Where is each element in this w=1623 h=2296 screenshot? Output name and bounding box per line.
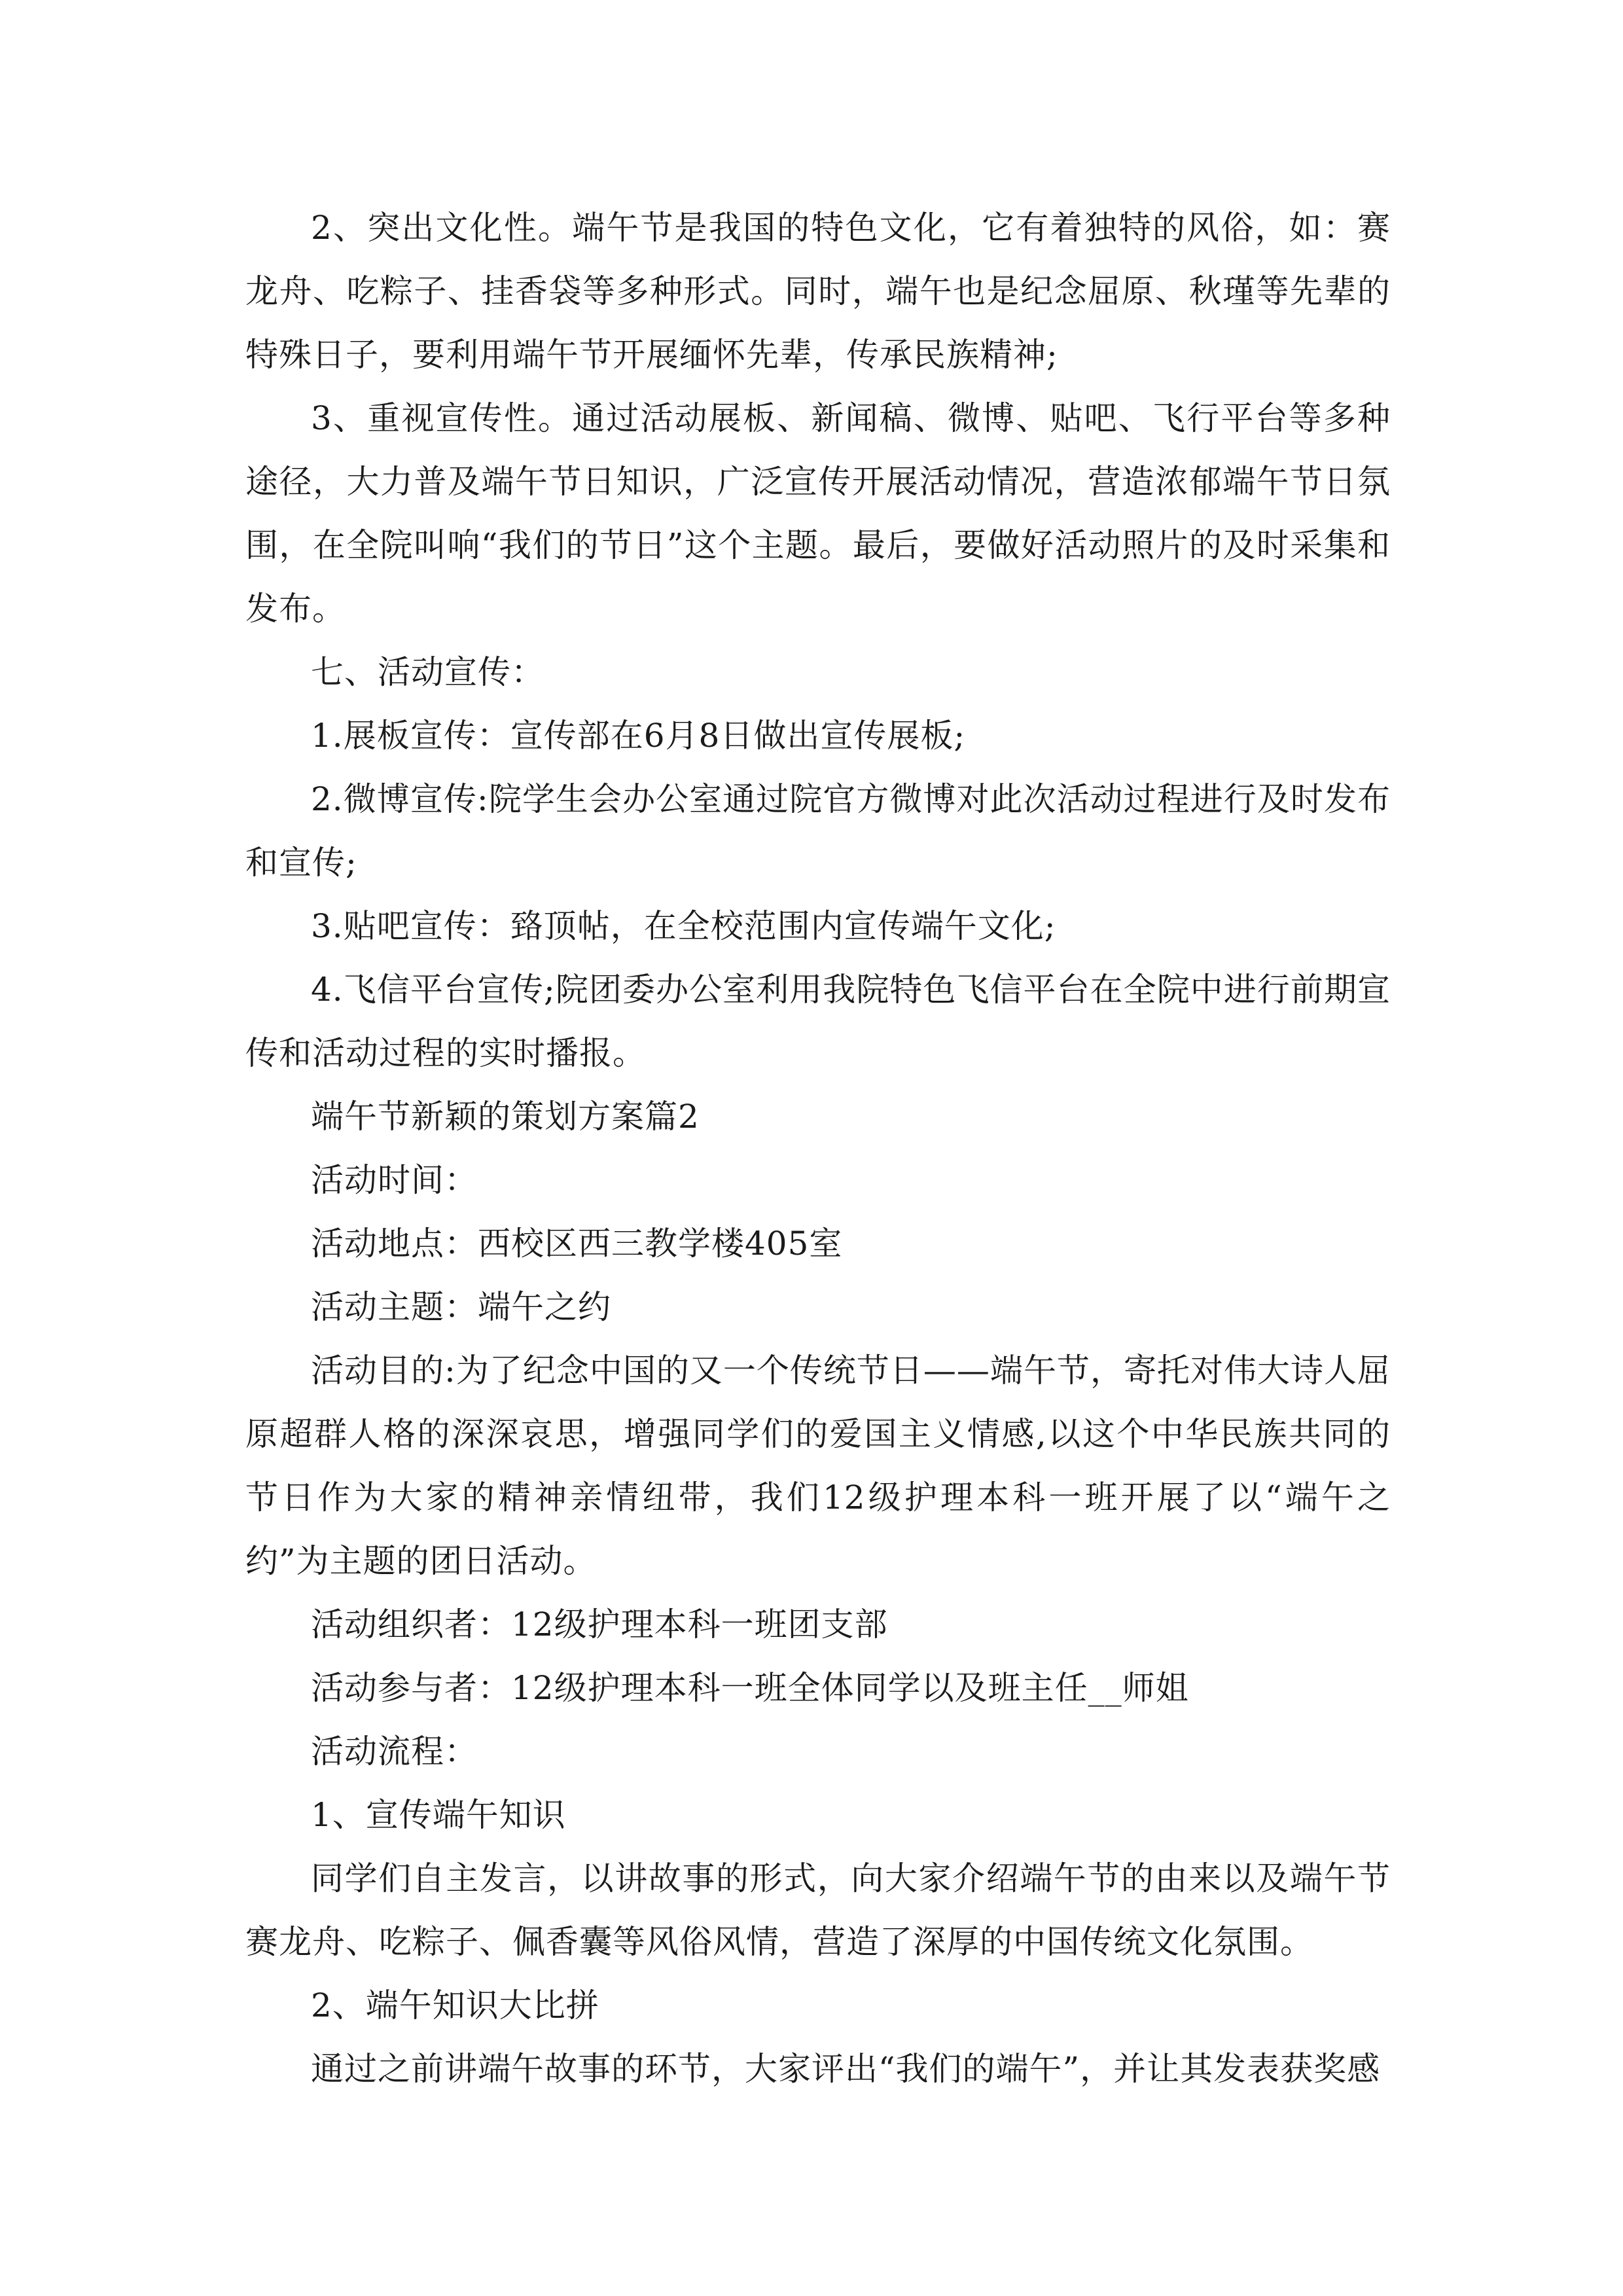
publicity-item-2: 2.微博宣传:院学生会办公室通过院官方微博对此次活动过程进行及时发布和宣传; <box>245 780 1391 882</box>
activity-participants: 活动参与者：12级护理本科一班全体同学以及班主任__师姐 <box>311 1669 1189 1707</box>
activity-organizer: 活动组织者：12级护理本科一班团支部 <box>311 1605 888 1643</box>
process-step-2-text: 通过之前讲端午故事的环节，大家评出“我们的端午”，并让其发表获奖感 <box>311 2050 1381 2088</box>
activity-purpose: 活动目的:为了纪念中国的又一个传统节日——端午节，寄托对伟大诗人屈原超群人格的深深哀思，增强同学们的爱国主义情感,以这个中华民族共同的节日作为大家的精神亲情纽带，我们12级护理本科一班开展了以“端午之约”为主题的团日活动。 <box>245 1352 1391 1580</box>
process-step-1: 1、宣传端午知识 <box>311 1796 566 1834</box>
publicity-item-3: 3.贴吧宣传：臵顶帖，在全校范围内宣传端午文化; <box>311 907 1056 945</box>
activity-theme: 活动主题：端午之约 <box>311 1288 611 1326</box>
section-heading-publicity: 七、活动宣传： <box>311 653 544 691</box>
activity-time: 活动时间： <box>311 1161 478 1199</box>
paragraph-item-2: 2、突出文化性。端午节是我国的特色文化，它有着独特的风俗，如：赛龙舟、吃粽子、挂香袋等多种形式。同时，端午也是纪念屈原、秋瑾等先辈的特殊日子，要利用端午节开展缅怀先辈，传承民族精神; <box>245 209 1391 374</box>
document-body <box>245 196 1391 2101</box>
activity-process-heading: 活动流程： <box>311 1732 478 1770</box>
section-title-plan-2: 端午节新颖的策划方案篇2 <box>311 1098 700 1136</box>
process-step-1-text: 同学们自主发言，以讲故事的形式，向大家介绍端午节的由来以及端午节赛龙舟、吃粽子、佩香囊等风俗风情，营造了深厚的中国传统文化氛围。 <box>245 1859 1391 1961</box>
paragraph-item-3: 3、重视宣传性。通过活动展板、新闻稿、微博、贴吧、飞行平台等多种途径，大力普及端午节日知识，广泛宣传开展活动情况，营造浓郁端午节日氛围，在全院叫响“我们的节日”这个主题。最后，要做好活动照片的及时采集和发布。 <box>245 399 1391 628</box>
process-step-2: 2、端午知识大比拼 <box>311 1986 599 2024</box>
publicity-item-1: 1.展板宣传：宣传部在6月8日做出宣传展板; <box>311 717 966 755</box>
publicity-item-4: 4.飞信平台宣传;院团委办公室利用我院特色飞信平台在全院中进行前期宣传和活动过程的实时播报。 <box>245 971 1391 1072</box>
activity-location: 活动地点：西校区西三教学楼405室 <box>311 1225 843 1263</box>
